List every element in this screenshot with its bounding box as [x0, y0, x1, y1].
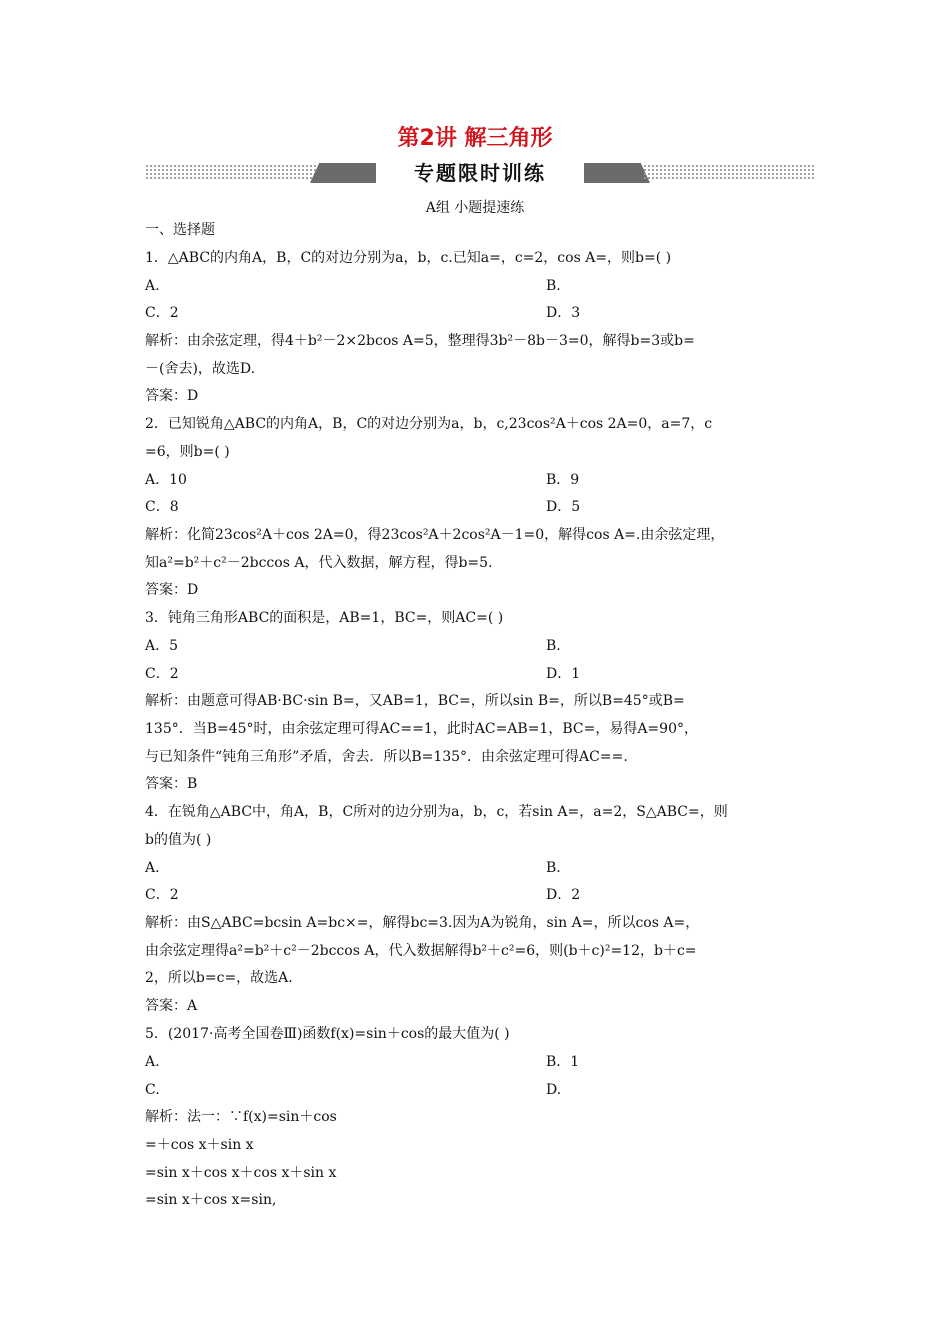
question-4-cont: b的值为( ): [145, 832, 212, 848]
q1-solution-line: －(舍去)，故选D.: [145, 361, 256, 377]
question-2: 2．已知锐角△ABC的内角A，B，C的对边分别为a，b，c,23cos²A＋cos 2A=0，a=7，c: [145, 416, 713, 432]
q5-solution-line: =sin x＋cos x＋cos x＋sin x: [145, 1165, 337, 1181]
question-1: 1．△ABC的内角A，B，C的对边分别为a，b，c.已知a=，c=2，cos A=，则b=( ): [145, 250, 672, 266]
q5-option-c: C.: [145, 1082, 160, 1098]
q2-option-c: C．8: [145, 499, 179, 515]
q1-solution-line: 解析：由余弦定理，得4＋b²－2×2bcos A=5，整理得3b²－8b－3=0，解得b=3或b=: [145, 333, 695, 349]
q2-option-b: B．9: [546, 472, 580, 488]
q1-option-a: A.: [145, 278, 160, 294]
group-title: A组 小题提速练: [425, 200, 525, 216]
q5-option-d: D.: [546, 1082, 562, 1098]
q5-solution-line: =sin x＋cos x=sin,: [145, 1192, 277, 1208]
q3-option-b: B.: [546, 638, 561, 654]
question-5: 5．(2017·高考全国卷Ⅲ)函数f(x)=sin＋cos的最大值为( ): [145, 1026, 510, 1042]
q5-option-b: B．1: [546, 1054, 580, 1070]
q4-option-d: D．2: [546, 887, 581, 903]
q2-solution-line: 解析：化简23cos²A＋cos 2A=0，得23cos²A＋2cos²A－1=0，解得cos A=.由余弦定理，: [145, 527, 725, 543]
section-heading: 一、选择题: [145, 222, 215, 238]
section-banner: [145, 160, 815, 186]
q3-option-c: C．2: [145, 666, 179, 682]
q4-solution-line: 由余弦定理得a²=b²＋c²－2bccos A，代入数据解得b²＋c²=6，则(b＋c)²=12，b＋c=: [145, 943, 697, 959]
q1-answer: 答案：D: [145, 388, 199, 404]
q2-option-a: A．10: [145, 472, 187, 488]
q2-solution-line: 知a²=b²＋c²－2bccos A，代入数据，解方程，得b=5.: [145, 555, 493, 571]
banner-title: 专题限时训练: [414, 161, 546, 185]
q3-solution-line: 解析：由题意可得AB·BC·sin B=，又AB=1，BC=，所以sin B=，所以B=45°或B=: [145, 693, 685, 709]
q3-solution-line: 135°．当B=45°时，由余弦定理可得AC==1，此时AC=AB=1，BC=，易得A=90°，: [145, 721, 698, 737]
q4-solution-line: 解析：由S△ABC=bcsin A=bc×=，解得bc=3.因为A为锐角，sin A=，所以cos A=，: [145, 915, 700, 931]
q3-answer: 答案：B: [145, 776, 198, 792]
q5-solution-line: 解析：法一：∵f(x)=sin＋cos: [145, 1109, 337, 1125]
q5-option-a: A.: [145, 1054, 160, 1070]
q1-option-b: B.: [546, 278, 561, 294]
q3-option-d: D．1: [546, 666, 581, 682]
q4-option-b: B.: [546, 860, 561, 876]
q1-option-d: D．3: [546, 305, 581, 321]
question-3: 3．钝角三角形ABC的面积是，AB=1，BC=，则AC=( ): [145, 610, 504, 626]
q4-option-c: C．2: [145, 887, 179, 903]
q5-solution-line: =＋cos x＋sin x: [145, 1137, 254, 1153]
q2-answer: 答案：D: [145, 582, 199, 598]
q4-solution-line: 2，所以b=c=，故选A.: [145, 970, 293, 986]
q3-solution-line: 与已知条件“钝角三角形”矛盾，舍去．所以B=135°．由余弦定理可得AC==.: [145, 749, 628, 765]
q4-option-a: A.: [145, 860, 160, 876]
question-2-cont: =6，则b=( ): [145, 444, 230, 460]
q1-option-c: C．2: [145, 305, 179, 321]
page-title: 第2讲 解三角形: [397, 126, 553, 151]
q3-option-a: A．5: [145, 638, 179, 654]
question-4: 4．在锐角△ABC中，角A，B，C所对的边分别为a，b，c，若sin A=，a=2，S△ABC=，则: [145, 804, 728, 820]
q4-answer: 答案：A: [145, 998, 198, 1014]
q2-option-d: D．5: [546, 499, 581, 515]
